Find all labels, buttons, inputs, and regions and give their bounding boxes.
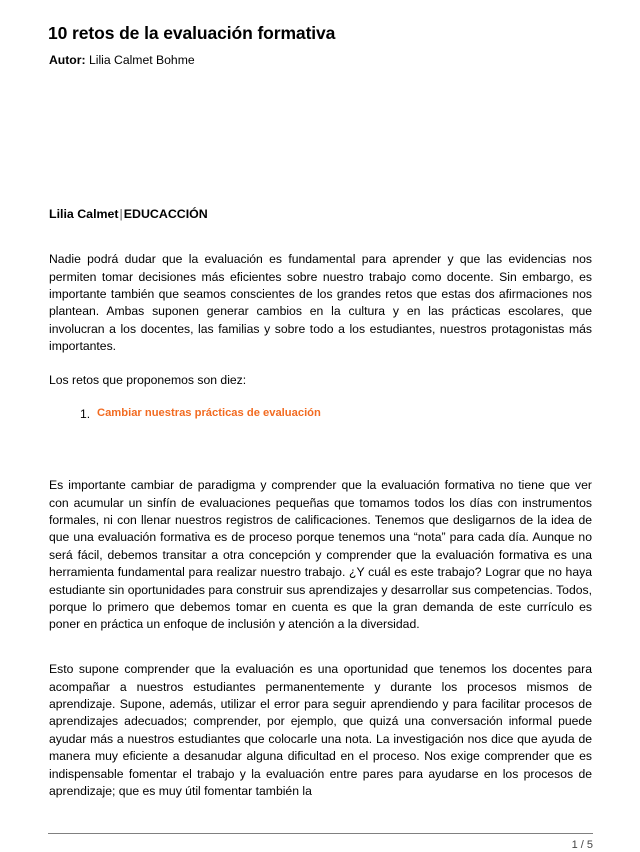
paragraph-intro: Nadie podrá dudar que la evaluación es fundamental para aprender y que las evidencias nos permiten tomar decisiones más eficientes sobre nuestro trabajo como docente. Sin embargo, es importante también que seamos conscientes de los grandes retos que estas dos afirmaciones nos plantean. Ambas suponen generar cambios en la cultura y en las prácticas escolares, que involucran a los docentes, las familias y sobre todo a los estudiantes, nuestros protagonistas más importantes. — [49, 252, 592, 354]
author-label: Autor — [49, 53, 82, 67]
footer-divider — [48, 833, 593, 834]
retos-list — [49, 393, 592, 421]
author-separator: : — [81, 53, 86, 67]
byline-separator: | — [119, 207, 123, 221]
page-title: 10 retos de la evaluación formativa — [48, 22, 336, 43]
list-item-marker: 1. — [80, 407, 91, 421]
page-number: 1 / 5 — [571, 839, 593, 851]
byline-author: Lilia Calmet — [49, 207, 119, 221]
byline-publication: EDUCACCIÓN — [123, 207, 208, 221]
paragraph-reto-one-body: Es importante cambiar de paradigma y comprender que la evaluación formativa no tiene que ver con acumular un sinfín de evaluaciones pequeñas que tomamos todos los días con instrumentos formales, ni con llenar nuestros registros de calificaciones. Tenemos que desligarnos de la idea de que una evaluación formativa es de proceso porque tenemos una “nota” para cada día. Aunque no será fácil, debemos transitar a otra concepción y comprender que la evaluación formativa es una herramienta fundamental para realizar nuestro trabajo. ¿Y cuál es este trabajo? Lograr que no haya estudiante sin oportunidades para construir sus aprendizajes y desarrollar sus competencias. Todos, porque lo primero que debemos tomar en cuenta es que la gran demanda de este currículo es poner en práctica un enfoque de inclusión y atención a la diversidad. — [49, 478, 592, 632]
author-line — [49, 52, 195, 69]
article-byline — [49, 206, 208, 223]
reto-title: Cambiar nuestras prácticas de evaluación — [97, 407, 321, 419]
author-name: Lilia Calmet Bohme — [88, 53, 195, 67]
paragraph-lead: Los retos que proponemos son diez: — [49, 373, 247, 388]
list-item — [49, 406, 592, 421]
paragraph-reto-one-body-continued: Esto supone comprender que la evaluación es una oportunidad que tenemos los docentes para acompañar a nuestros estudiantes permanentemente y durante los procesos mismos de aprendizaje. Supone, además, utilizar el error para seguir aprendiendo y para facilitar procesos de aprendizajes adecuados; comprender, por ejemplo, que quizá una conversación informal puede ayudar más a nuestros estudiantes que colocarle una nota. La investigación nos dice que ayuda de manera muy eficiente a desanudar alguna dificultad en el proceso. Nos exige comprender que es indispensable fomentar el trabajo y la evaluación entre pares para ayudarse en los procesos de aprendizaje; que es muy útil fomentar también la — [49, 662, 592, 799]
